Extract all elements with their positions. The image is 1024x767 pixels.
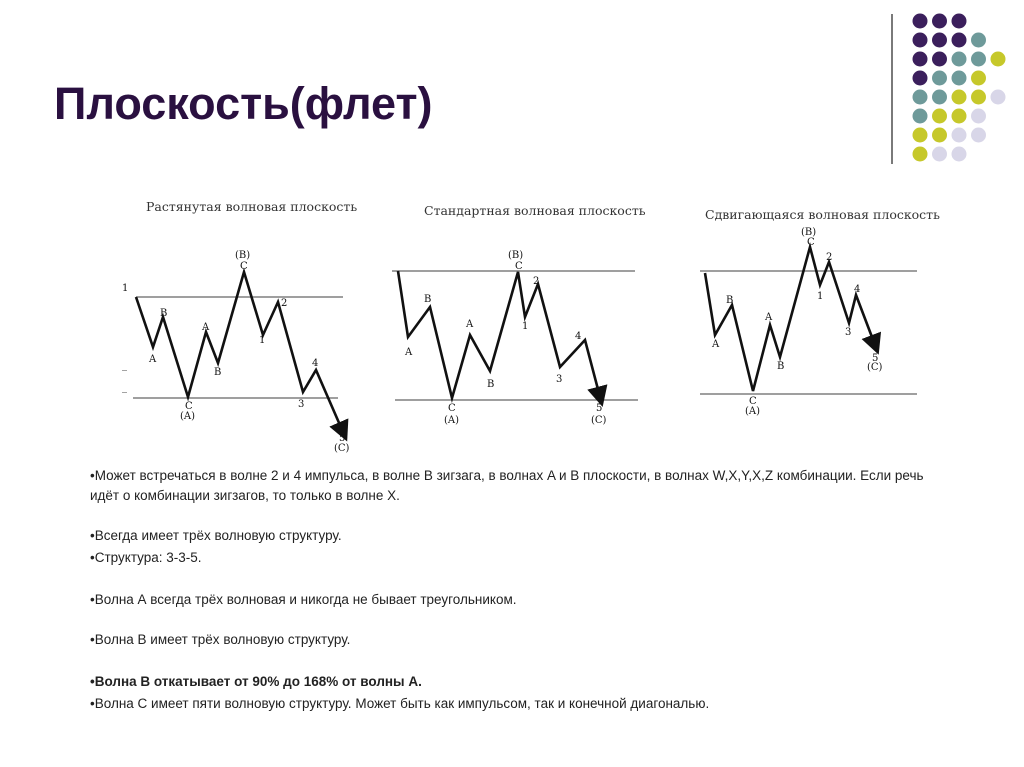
wave-label: A — [765, 312, 773, 323]
decorative-dot — [932, 128, 947, 143]
wave-label: 4 — [854, 284, 861, 295]
wave-label: 3 — [298, 399, 305, 410]
decorative-dot — [932, 109, 947, 124]
wave-label: C — [185, 401, 193, 412]
decorative-dot — [952, 33, 967, 48]
wave-diagram — [390, 185, 645, 440]
decorative-dot — [952, 52, 967, 67]
decorative-dot — [971, 52, 986, 67]
wave-label: 5 — [596, 403, 603, 414]
bullet-item: •Может встречаться в волне 2 и 4 импульса, в волне B зигзага, в волнах A и B плоскости, в волнах W,X,Y,X,Z комбинации. Если речь идёт о комбинации зигзагов, то только в волне X. — [90, 468, 924, 503]
wave-label: (C) — [591, 415, 607, 426]
decorative-dot-grid — [0, 0, 1024, 170]
wave-label: A — [202, 322, 210, 333]
wave-label: (A) — [444, 415, 460, 426]
decorative-dot — [952, 147, 967, 162]
bullet-item: •Волна А всегда трёх волновая и никогда не бывает треугольником. — [90, 592, 517, 607]
wave-label: B — [424, 294, 432, 305]
wave-label: (B) — [508, 250, 524, 261]
wave-label: 1 — [817, 291, 824, 302]
wave-label: A — [712, 339, 720, 350]
wave-label: 3 — [845, 327, 852, 338]
decorative-dot — [913, 71, 928, 86]
wave-label: 2 — [281, 298, 288, 309]
decorative-dot — [952, 14, 967, 29]
decorative-dot — [913, 14, 928, 29]
wave-label: A — [466, 319, 474, 330]
decorative-dot — [913, 90, 928, 105]
decorative-dot — [952, 109, 967, 124]
wave-label: B — [487, 379, 495, 390]
wave-label: (C) — [334, 443, 350, 454]
decorative-dot — [952, 90, 967, 105]
decorative-dot — [971, 71, 986, 86]
decorative-dot — [932, 147, 947, 162]
header-divider-line — [891, 14, 893, 164]
wave-label: (B) — [801, 227, 817, 238]
slide-title: Плоскость(флет) — [54, 78, 433, 129]
wave-label: 4 — [312, 358, 319, 369]
decorative-dot — [971, 90, 986, 105]
wave-label: B — [214, 367, 222, 378]
diagram-extended-flat — [118, 185, 368, 460]
left-label: 1 — [122, 283, 129, 294]
wave-label: (A) — [745, 406, 761, 417]
decorative-dot — [913, 52, 928, 67]
decorative-dot — [932, 52, 947, 67]
wave-label: 5 — [339, 433, 346, 444]
diagram-title: Сдвигающаяся волновая плоскость — [705, 207, 940, 222]
wave-label: C — [749, 396, 757, 407]
decorative-dot — [913, 109, 928, 124]
wave-label: A — [405, 347, 413, 358]
left-label: _ — [122, 382, 127, 393]
wave-path — [705, 247, 875, 391]
wave-path — [398, 271, 600, 398]
decorative-dot — [932, 71, 947, 86]
decorative-dot — [932, 90, 947, 105]
bullet-item: •Волна B откатывает от 90% до 168% от волны A. — [90, 674, 422, 689]
bullet-item: •Всегда имеет трёх волновую структуру. — [90, 528, 342, 543]
decorative-dot — [991, 90, 1006, 105]
wave-diagram — [118, 185, 368, 460]
bullet-item: •Структура: 3-3-5. — [90, 550, 202, 565]
diagram-running-flat — [695, 185, 940, 430]
wave-label: B — [777, 361, 785, 372]
decorative-dot — [991, 52, 1006, 67]
decorative-dot — [913, 147, 928, 162]
decorative-dot — [932, 14, 947, 29]
wave-label: 1 — [522, 321, 529, 332]
wave-label: 4 — [575, 331, 582, 342]
wave-label: B — [726, 295, 734, 306]
wave-label: (C) — [867, 362, 883, 373]
wave-label: 5 — [872, 353, 879, 364]
wave-label: 3 — [556, 374, 563, 385]
wave-label: (B) — [235, 250, 251, 261]
bullet-item: •Волна C имеет пяти волновую структуру. Может быть как импульсом, так и конечной диагональю. — [90, 696, 710, 711]
wave-label: C — [807, 237, 815, 248]
decorative-dot — [932, 33, 947, 48]
wave-label: C — [448, 403, 456, 414]
decorative-dot — [952, 71, 967, 86]
diagram-standard-flat — [390, 185, 645, 440]
left-label: _ — [122, 360, 127, 371]
diagram-title: Растянутая волновая плоскость — [146, 199, 358, 214]
wave-label: (A) — [180, 411, 196, 422]
wave-label: 2 — [533, 276, 540, 287]
wave-label: C — [240, 261, 248, 272]
wave-path — [136, 272, 343, 432]
decorative-dot — [971, 109, 986, 124]
wave-label: 1 — [259, 335, 266, 346]
wave-label: C — [515, 261, 523, 272]
decorative-dot — [971, 33, 986, 48]
decorative-dot — [971, 128, 986, 143]
decorative-dot — [952, 128, 967, 143]
diagram-title: Стандартная волновая плоскость — [424, 203, 646, 218]
decorative-dot — [913, 33, 928, 48]
wave-label: B — [160, 308, 168, 319]
bullet-item: •Волна B имеет трёх волновую структуру. — [90, 632, 351, 647]
wave-label: A — [149, 354, 157, 365]
decorative-dot — [913, 128, 928, 143]
wave-label: 2 — [826, 252, 833, 263]
